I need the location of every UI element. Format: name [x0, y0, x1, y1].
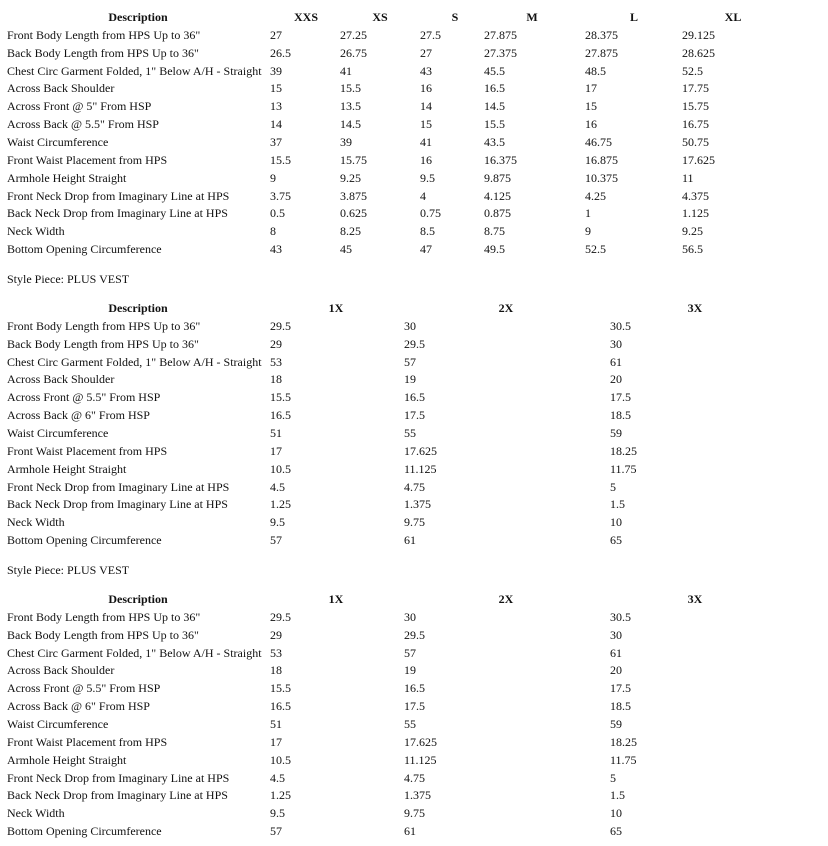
table-row — [0, 733, 828, 751]
measurement-value: 10.5 — [270, 462, 291, 476]
measurement-value: 43 — [270, 242, 282, 256]
measurement-value: 5 — [610, 480, 616, 494]
measurement-label: Across Back Shoulder — [7, 372, 115, 386]
column-header: 3X — [687, 301, 703, 315]
table-row — [0, 187, 828, 205]
measurement-label: Across Back @ 6" From HSP — [7, 699, 150, 713]
table-row — [0, 424, 828, 442]
measurement-value: 10.375 — [585, 171, 618, 185]
measurement-value: 18.5 — [610, 699, 631, 713]
table-row — [0, 442, 828, 460]
measurement-value: 51 — [270, 426, 282, 440]
measurement-value: 17.5 — [610, 681, 631, 695]
table-row — [0, 169, 828, 187]
table-row — [0, 460, 828, 478]
measurement-value: 30.5 — [610, 610, 631, 624]
measurement-value: 29 — [270, 337, 282, 351]
measurement-value: 10.5 — [270, 753, 291, 767]
measurement-value: 20 — [610, 663, 622, 677]
measurement-value: 16.5 — [404, 681, 425, 695]
table-row — [0, 478, 828, 496]
column-header: XS — [372, 10, 388, 24]
column-header: Description — [108, 10, 168, 24]
measurement-value: 45 — [340, 242, 352, 256]
measurement-label: Waist Circumference — [7, 426, 109, 440]
measurement-value: 27.5 — [420, 28, 441, 42]
measurement-value: 9.25 — [340, 171, 361, 185]
table-row — [0, 495, 828, 513]
table-row — [0, 406, 828, 424]
measurement-value: 65 — [610, 533, 622, 547]
measurement-value: 10 — [610, 515, 622, 529]
measurement-value: 16.75 — [682, 117, 709, 131]
measurement-value: 0.5 — [270, 206, 285, 220]
measurement-value: 16.875 — [585, 153, 618, 167]
measurement-value: 1.25 — [270, 788, 291, 802]
measurement-value: 1.125 — [682, 206, 709, 220]
measurement-label: Front Body Length from HPS Up to 36" — [7, 610, 201, 624]
measurement-value: 18 — [270, 663, 282, 677]
measurement-value: 49.5 — [484, 242, 505, 256]
column-header: S — [451, 10, 459, 24]
column-header: 2X — [498, 301, 514, 315]
style-piece-caption: Style Piece: PLUS VEST — [7, 272, 130, 286]
column-header: M — [526, 10, 538, 24]
measurement-value: 61 — [404, 533, 416, 547]
measurement-label: Front Neck Drop from Imaginary Line at HPS — [7, 480, 230, 494]
measurement-label: Chest Circ Garment Folded, 1" Below A/H - Straight — [7, 355, 262, 369]
measurement-value: 15.5 — [340, 81, 361, 95]
measurement-value: 9.25 — [682, 224, 703, 238]
table-row — [0, 661, 828, 679]
table-row — [0, 715, 828, 733]
measurement-value: 4.75 — [404, 771, 425, 785]
measurement-value: 14.5 — [340, 117, 361, 131]
measurement-value: 3.75 — [270, 189, 291, 203]
table-row — [0, 115, 828, 133]
table-row — [0, 804, 828, 822]
measurement-value: 11.75 — [610, 753, 637, 767]
measurement-value: 15.5 — [270, 390, 291, 404]
measurement-value: 13 — [270, 99, 282, 113]
table-row — [0, 335, 828, 353]
measurement-value: 3.875 — [340, 189, 367, 203]
measurement-value: 4.375 — [682, 189, 709, 203]
measurement-value: 10 — [610, 806, 622, 820]
measurement-label: Bottom Opening Circumference — [7, 824, 162, 838]
measurement-value: 56.5 — [682, 242, 703, 256]
header-row — [0, 8, 828, 26]
table-row — [0, 62, 828, 80]
measurement-value: 8 — [270, 224, 276, 238]
table-row — [0, 79, 828, 97]
measurement-value: 57 — [404, 646, 416, 660]
table-row — [0, 697, 828, 715]
measurement-value: 41 — [420, 135, 432, 149]
measurement-label: Neck Width — [7, 224, 65, 238]
table-row — [0, 222, 828, 240]
column-header: Description — [108, 301, 168, 315]
measurement-value: 14.5 — [484, 99, 505, 113]
measurement-label: Waist Circumference — [7, 717, 109, 731]
measurement-value: 20 — [610, 372, 622, 386]
measurement-value: 45.5 — [484, 64, 505, 78]
measurement-label: Back Body Length from HPS Up to 36" — [7, 46, 199, 60]
measurement-value: 9.5 — [270, 806, 285, 820]
measurement-value: 27.875 — [585, 46, 618, 60]
measurement-value: 27.25 — [340, 28, 367, 42]
measurement-value: 17.625 — [404, 735, 437, 749]
measurement-value: 16.375 — [484, 153, 517, 167]
measurement-value: 30 — [404, 610, 416, 624]
measurement-label: Back Body Length from HPS Up to 36" — [7, 337, 199, 351]
measurement-value: 15.5 — [484, 117, 505, 131]
table-row — [0, 531, 828, 549]
column-header: XXS — [293, 10, 319, 24]
measurement-label: Armhole Height Straight — [7, 462, 127, 476]
measurement-value: 55 — [404, 426, 416, 440]
measurement-value: 27.875 — [484, 28, 517, 42]
measurement-value: 17.625 — [404, 444, 437, 458]
measurement-value: 29 — [270, 628, 282, 642]
measurement-label: Across Front @ 5.5" From HSP — [7, 681, 161, 695]
measurement-label: Back Neck Drop from Imaginary Line at HPS — [7, 497, 228, 511]
table-row — [0, 353, 828, 371]
measurement-value: 1 — [585, 206, 591, 220]
measurement-value: 18.25 — [610, 735, 637, 749]
measurement-value: 28.375 — [585, 28, 618, 42]
column-header: Description — [108, 592, 168, 606]
measurement-label: Neck Width — [7, 515, 65, 529]
style-piece-caption: Style Piece: PLUS VEST — [7, 563, 130, 577]
table-row — [0, 769, 828, 787]
measurement-value: 51 — [270, 717, 282, 731]
measurement-value: 8.25 — [340, 224, 361, 238]
measurement-value: 15 — [420, 117, 432, 131]
measurement-value: 30.5 — [610, 319, 631, 333]
table-row — [0, 317, 828, 335]
column-header: 3X — [687, 592, 703, 606]
measurement-value: 1.375 — [404, 788, 431, 802]
measurement-value: 48.5 — [585, 64, 606, 78]
measurement-value: 59 — [610, 717, 622, 731]
measurement-value: 27 — [270, 28, 282, 42]
measurement-value: 4.25 — [585, 189, 606, 203]
measurement-value: 52.5 — [585, 242, 606, 256]
measurement-value: 57 — [270, 824, 282, 838]
column-header: L — [629, 10, 639, 24]
measurement-value: 11.125 — [404, 753, 437, 767]
column-header: 2X — [498, 592, 514, 606]
measurement-value: 57 — [404, 355, 416, 369]
measurement-value: 43 — [420, 64, 432, 78]
measurement-value: 26.75 — [340, 46, 367, 60]
measurement-value: 29.5 — [270, 319, 291, 333]
table-row — [0, 370, 828, 388]
measurement-label: Chest Circ Garment Folded, 1" Below A/H - Straight — [7, 646, 262, 660]
measurement-value: 17 — [270, 444, 282, 458]
measurement-value: 18 — [270, 372, 282, 386]
measurement-label: Front Body Length from HPS Up to 36" — [7, 319, 201, 333]
measurement-value: 28.625 — [682, 46, 715, 60]
measurement-value: 14 — [270, 117, 282, 131]
measurement-label: Back Body Length from HPS Up to 36" — [7, 628, 199, 642]
measurement-label: Across Front @ 5.5" From HSP — [7, 390, 161, 404]
measurement-value: 9.75 — [404, 515, 425, 529]
measurement-label: Bottom Opening Circumference — [7, 533, 162, 547]
measurement-value: 39 — [340, 135, 352, 149]
measurement-value: 0.875 — [484, 206, 511, 220]
measurement-value: 59 — [610, 426, 622, 440]
measurement-label: Front Body Length from HPS Up to 36" — [7, 28, 201, 42]
measurement-value: 30 — [404, 319, 416, 333]
measurement-value: 17.625 — [682, 153, 715, 167]
measurement-value: 53 — [270, 355, 282, 369]
measurement-value: 29.5 — [270, 610, 291, 624]
measurement-label: Chest Circ Garment Folded, 1" Below A/H - Straight — [7, 64, 262, 78]
measurement-label: Across Back @ 6" From HSP — [7, 408, 150, 422]
measurement-value: 15.75 — [340, 153, 367, 167]
measurement-value: 13.5 — [340, 99, 361, 113]
measurement-value: 9 — [270, 171, 276, 185]
measurement-value: 11 — [682, 171, 694, 185]
measurement-label: Neck Width — [7, 806, 65, 820]
measurement-label: Across Back @ 5.5" From HSP — [7, 117, 159, 131]
measurement-label: Front Neck Drop from Imaginary Line at HPS — [7, 771, 230, 785]
table-row — [0, 608, 828, 626]
measurement-value: 18.5 — [610, 408, 631, 422]
measurement-value: 16.5 — [270, 699, 291, 713]
measurement-value: 9.5 — [420, 171, 435, 185]
measurement-label: Front Waist Placement from HPS — [7, 444, 168, 458]
table-row — [0, 679, 828, 697]
column-header: 1X — [328, 592, 344, 606]
measurement-value: 26.5 — [270, 46, 291, 60]
measurement-value: 14 — [420, 99, 432, 113]
measurement-value: 16 — [585, 117, 597, 131]
measurement-value: 1.5 — [610, 497, 625, 511]
measurement-value: 16 — [420, 81, 432, 95]
measurement-value: 17.75 — [682, 81, 709, 95]
measurement-value: 1.25 — [270, 497, 291, 511]
measurement-value: 27 — [420, 46, 432, 60]
measurement-value: 17 — [270, 735, 282, 749]
table-row — [0, 133, 828, 151]
measurement-value: 15.5 — [270, 153, 291, 167]
table-row — [0, 513, 828, 531]
column-header: XL — [724, 10, 742, 24]
measurement-value: 16 — [420, 153, 432, 167]
table-row — [0, 751, 828, 769]
measurement-value: 11.125 — [404, 462, 437, 476]
measurement-value: 1.5 — [610, 788, 625, 802]
measurement-value: 11.75 — [610, 462, 637, 476]
measurement-value: 17.5 — [404, 699, 425, 713]
measurement-value: 9.875 — [484, 171, 511, 185]
measurement-value: 17 — [585, 81, 597, 95]
measurement-value: 50.75 — [682, 135, 709, 149]
measurement-value: 5 — [610, 771, 616, 785]
measurement-label: Back Neck Drop from Imaginary Line at HPS — [7, 206, 228, 220]
measurement-label: Across Front @ 5" From HSP — [7, 99, 152, 113]
table-row — [0, 240, 828, 258]
measurement-value: 41 — [340, 64, 352, 78]
measurement-value: 61 — [610, 646, 622, 660]
measurement-value: 4.125 — [484, 189, 511, 203]
measurement-value: 4.5 — [270, 771, 285, 785]
measurement-value: 4 — [420, 189, 426, 203]
measurement-label: Across Back Shoulder — [7, 663, 115, 677]
measurement-value: 16.5 — [484, 81, 505, 95]
measurement-value: 43.5 — [484, 135, 505, 149]
measurement-value: 30 — [610, 628, 622, 642]
measurement-value: 30 — [610, 337, 622, 351]
measurement-label: Front Neck Drop from Imaginary Line at HPS — [7, 189, 230, 203]
measurement-value: 16.5 — [404, 390, 425, 404]
measurement-value: 65 — [610, 824, 622, 838]
measurement-label: Armhole Height Straight — [7, 753, 127, 767]
table-row — [0, 786, 828, 804]
measurement-value: 37 — [270, 135, 282, 149]
measurement-value: 15 — [270, 81, 282, 95]
table-row — [0, 97, 828, 115]
measurement-label: Bottom Opening Circumference — [7, 242, 162, 256]
measurement-value: 19 — [404, 663, 416, 677]
measurement-value: 9.5 — [270, 515, 285, 529]
table-row — [0, 204, 828, 222]
measurement-value: 29.5 — [404, 628, 425, 642]
measurement-value: 8.75 — [484, 224, 505, 238]
table-row — [0, 626, 828, 644]
measurement-label: Front Waist Placement from HPS — [7, 153, 168, 167]
measurement-value: 9 — [585, 224, 591, 238]
measurement-value: 61 — [404, 824, 416, 838]
header-row — [0, 299, 828, 317]
measurement-value: 19 — [404, 372, 416, 386]
table-row — [0, 822, 828, 840]
table-row — [0, 388, 828, 406]
measurement-value: 52.5 — [682, 64, 703, 78]
measurement-value: 29.125 — [682, 28, 715, 42]
measurement-value: 39 — [270, 64, 282, 78]
measurement-value: 8.5 — [420, 224, 435, 238]
measurement-value: 15.75 — [682, 99, 709, 113]
measurement-value: 9.75 — [404, 806, 425, 820]
measurement-label: Back Neck Drop from Imaginary Line at HPS — [7, 788, 228, 802]
measurement-value: 16.5 — [270, 408, 291, 422]
measurement-value: 53 — [270, 646, 282, 660]
header-row — [0, 590, 828, 608]
measurement-value: 57 — [270, 533, 282, 547]
measurement-value: 17.5 — [610, 390, 631, 404]
table-row — [0, 644, 828, 662]
measurement-value: 1.375 — [404, 497, 431, 511]
measurement-value: 27.375 — [484, 46, 517, 60]
measurement-value: 46.75 — [585, 135, 612, 149]
measurement-value: 61 — [610, 355, 622, 369]
measurement-value: 47 — [420, 242, 432, 256]
table-row — [0, 151, 828, 169]
measurement-value: 15 — [585, 99, 597, 113]
measurement-value: 4.5 — [270, 480, 285, 494]
measurement-value: 0.75 — [420, 206, 441, 220]
measurement-value: 55 — [404, 717, 416, 731]
measurement-value: 4.75 — [404, 480, 425, 494]
table-row — [0, 44, 828, 62]
measurement-label: Armhole Height Straight — [7, 171, 127, 185]
measurement-value: 15.5 — [270, 681, 291, 695]
measurement-value: 0.625 — [340, 206, 367, 220]
measurement-value: 29.5 — [404, 337, 425, 351]
table-row — [0, 26, 828, 44]
measurement-label: Front Waist Placement from HPS — [7, 735, 168, 749]
column-header: 1X — [328, 301, 344, 315]
measurement-value: 18.25 — [610, 444, 637, 458]
measurement-label: Waist Circumference — [7, 135, 109, 149]
measurement-value: 17.5 — [404, 408, 425, 422]
measurement-label: Across Back Shoulder — [7, 81, 115, 95]
